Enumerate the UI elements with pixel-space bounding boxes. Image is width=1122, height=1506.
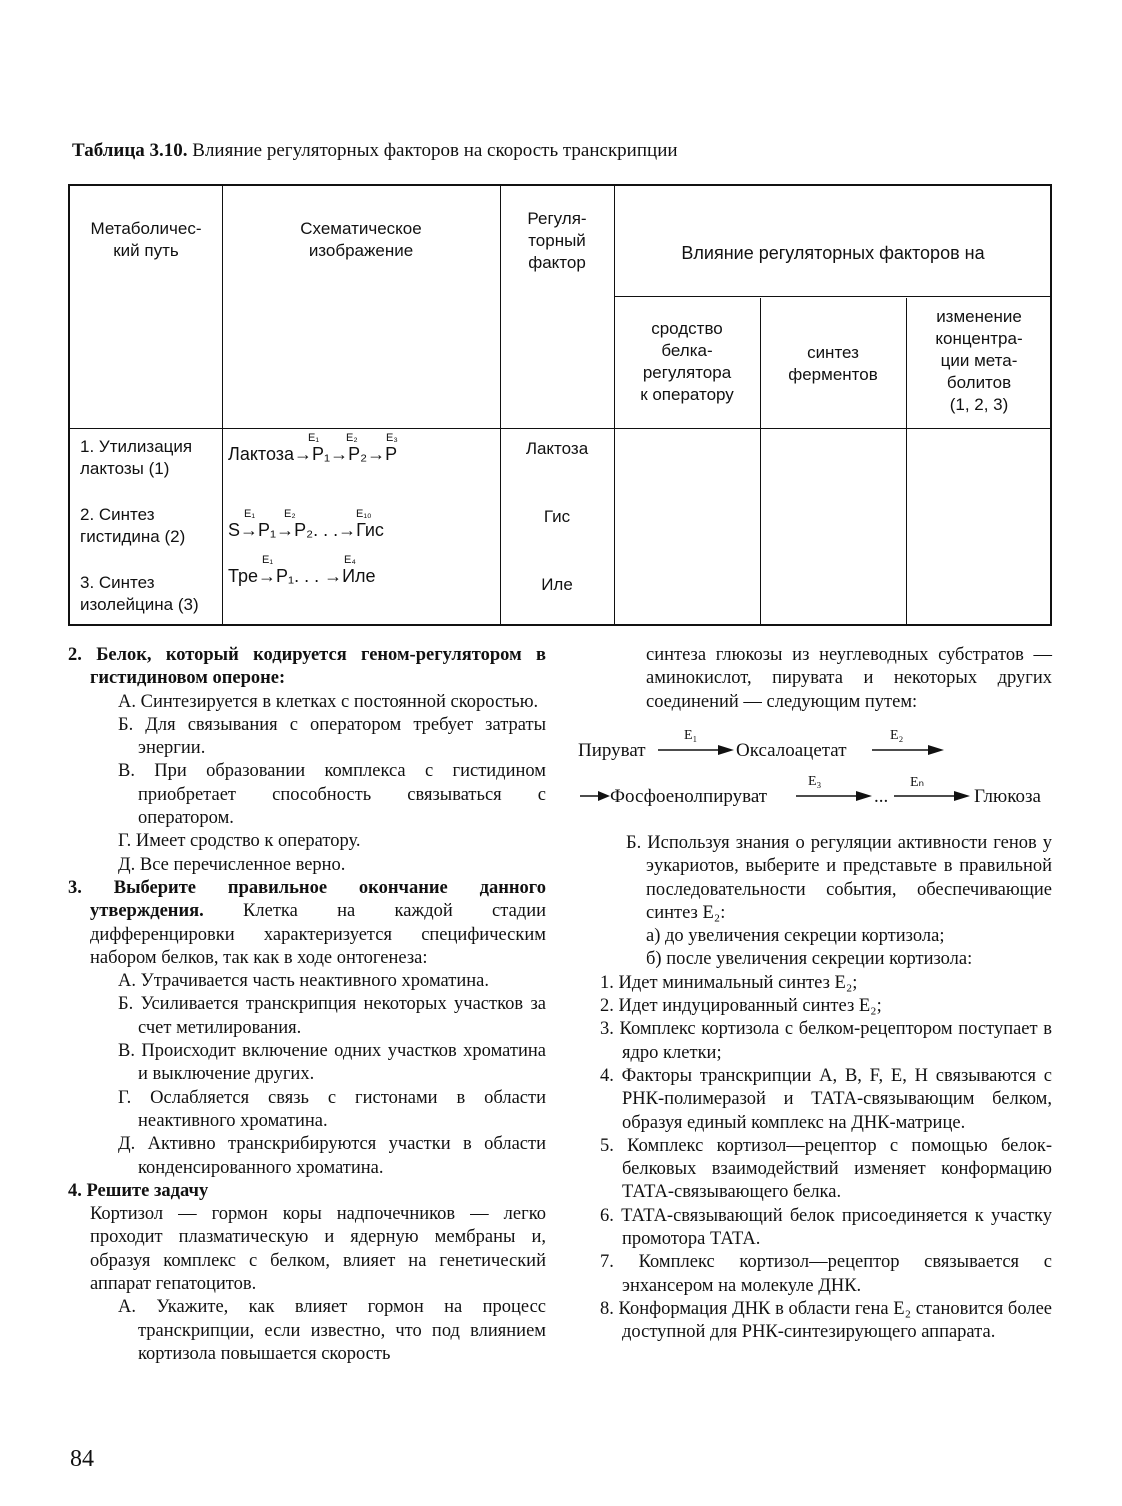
arrow-e3 [794,784,874,808]
event-4: 4. Факторы транскрипции A, B, F, E, H связываются с РНК-полимеразой и ТАТА-связывающим белком, образуя единый комплекс на ДНК-матрице. [600,1065,1052,1133]
row-scheme-1: E₁ E₂ E₃ Лактоза→P₁→P₂→P [228,432,398,464]
enzyme-e3: E₃ [808,774,822,789]
right-part-b [600,832,1052,1345]
pathway-oxaloacetate: Оксалоацетат [736,740,847,761]
q2-option-c: В. При образовании комплекса с гистидином приобретает способность связываться с оператором. [118,761,546,829]
q2-option-b: Б. Для связывания с оператором требует затраты энергии. [118,714,546,759]
part-b-after: б) после увеличения секреции кортизола: [646,949,973,970]
arrow-e2 [870,738,946,762]
arrow-continue [578,784,612,808]
header-scheme: Схематическое изображение [300,219,422,260]
header-metabolite-change: изменение концентра- ции мета- болитов (1, 2, 3) [935,307,1023,414]
q3-option-b: Б. Усиливается транскрипция некоторых участков за счет метилирования. [118,994,546,1038]
question-2-title: 2. Белок, который кодируется геном-регулятором в гистидиновом опероне: [68,645,546,689]
regulation-table [68,184,1052,626]
caption-text: Влияние регуляторных факторов на скорость транскрипции [187,140,678,161]
pathway-pyruvate: Пируват [578,740,646,761]
header-factor: Регуля- торный фактор [527,209,587,272]
header-pathway: Метаболичес- кий путь [90,219,202,260]
q2-option-e: Д. Все перечисленное верно. [118,854,346,875]
arrow-en [892,784,972,808]
row-factor-1: Лактоза [525,439,589,458]
row-factor-3: Иле [541,575,573,594]
question-3-text: Клетка на каждой стадии дифференцировки характеризуется специфическим набором белков, так как в ходе онтогенеза: [90,901,546,968]
right-continuation: синтеза глюкозы из неуглеводных субстратов — аминокислот, пирувата и некоторых других соединений — следующим путем: [646,645,1052,712]
enzyme-en: Eₙ [910,775,925,790]
q3-option-a: А. Утрачивается часть неактивного хроматина. [118,971,489,992]
question-4-title: 4. Решите задачу [68,1180,209,1201]
header-affinity: сродство белка- регулятора к оператору [640,319,734,404]
q2-option-a: А. Синтезируется в клетках с постоянной скоростью. [118,691,539,712]
pathway-glucose: Глюкоза [974,786,1041,807]
q3-option-d: Г. Ослабляется связь с гистонами в области неактивного хроматина. [118,1087,546,1131]
question-3-title: 3. Выберите правильное окончание данного утверждения. [68,877,546,922]
part-b-before: а) до увеличения секреции кортизола; [646,926,945,947]
pathway-pep: Фосфоенолпируват [610,786,768,807]
event-5: 5. Комплекс кортизол—рецептор с помощью белок-белковых взаимодействий изменяет конформацию ТАТА-связывающего белка. [600,1135,1052,1203]
row-pathway-2: 2. Синтез гистидина (2) [80,505,186,546]
event-6: 6. ТАТА-связывающий белок присоединяется к участку промотора ТАТА. [600,1205,1052,1250]
event-8: 8. Конформация ДНК в области гена E₂ становится более доступной для РНК-синтезирующего аппарата. [600,1298,1052,1343]
event-3: 3. Комплекс кортизола с белком-рецептором поступает в ядро клетки; [600,1019,1052,1063]
row-scheme-2: E₁ E₂ E₁₀ S→P₁→P₂. . .→Гис [228,508,384,540]
q3-option-e: Д. Активно транскрибируются участки в области конденсированного хроматина. [118,1134,546,1178]
enzyme-e2: E₂ [890,728,904,743]
caption-label: Таблица 3.10. [72,140,188,161]
row-scheme-3: E₁ E₄ Тре→P₁. . . →Иле [228,554,376,586]
q4-part-a: А. Укажите, как влияет гормон на процесс транскрипции, если известно, что под влиянием кортизола повышается скорость [118,1297,546,1364]
event-7: 7. Комплекс кортизол—рецептор связывается с энхансером на молекуле ДНК. [600,1252,1052,1296]
event-1: 1. Идет минимальный синтез E₂; [600,972,858,993]
question-4-text: Кортизол — гормон коры надпочечников — легко проходит плазматическую и ядерную мембраны и, образуя комплекс с белком, влияет на генетический аппарат гепатоцитов. [90,1204,546,1295]
row-factor-2: Гис [543,507,571,526]
left-column [68,644,546,1366]
q3-option-c: В. Происходит включение одних участков хроматина и выключение других. [118,1041,546,1085]
enzyme-e1: E₁ [684,728,698,743]
header-enzyme-synthesis: синтез ферментов [788,343,878,384]
table-caption [72,140,678,162]
page-number: 84 [70,1446,94,1472]
header-influence: Влияние регуляторных факторов на [681,243,985,263]
question-3 [68,877,546,970]
pathway-dots: ... [874,786,889,807]
row-pathway-1: 1. Утилизация лактозы (1) [80,437,193,478]
row-pathway-3: 3. Синтез изолейцина (3) [80,573,199,614]
part-b-text: Б. Используя знания о регуляции активности генов у эукариотов, выберите и представьте в правильной последовательности события, обеспечивающие синтез E₂: [626,833,1052,923]
q2-option-d: Г. Имеет сродство к оператору. [118,831,361,852]
event-2: 2. Идет индуцированный синтез E₂; [600,996,882,1017]
